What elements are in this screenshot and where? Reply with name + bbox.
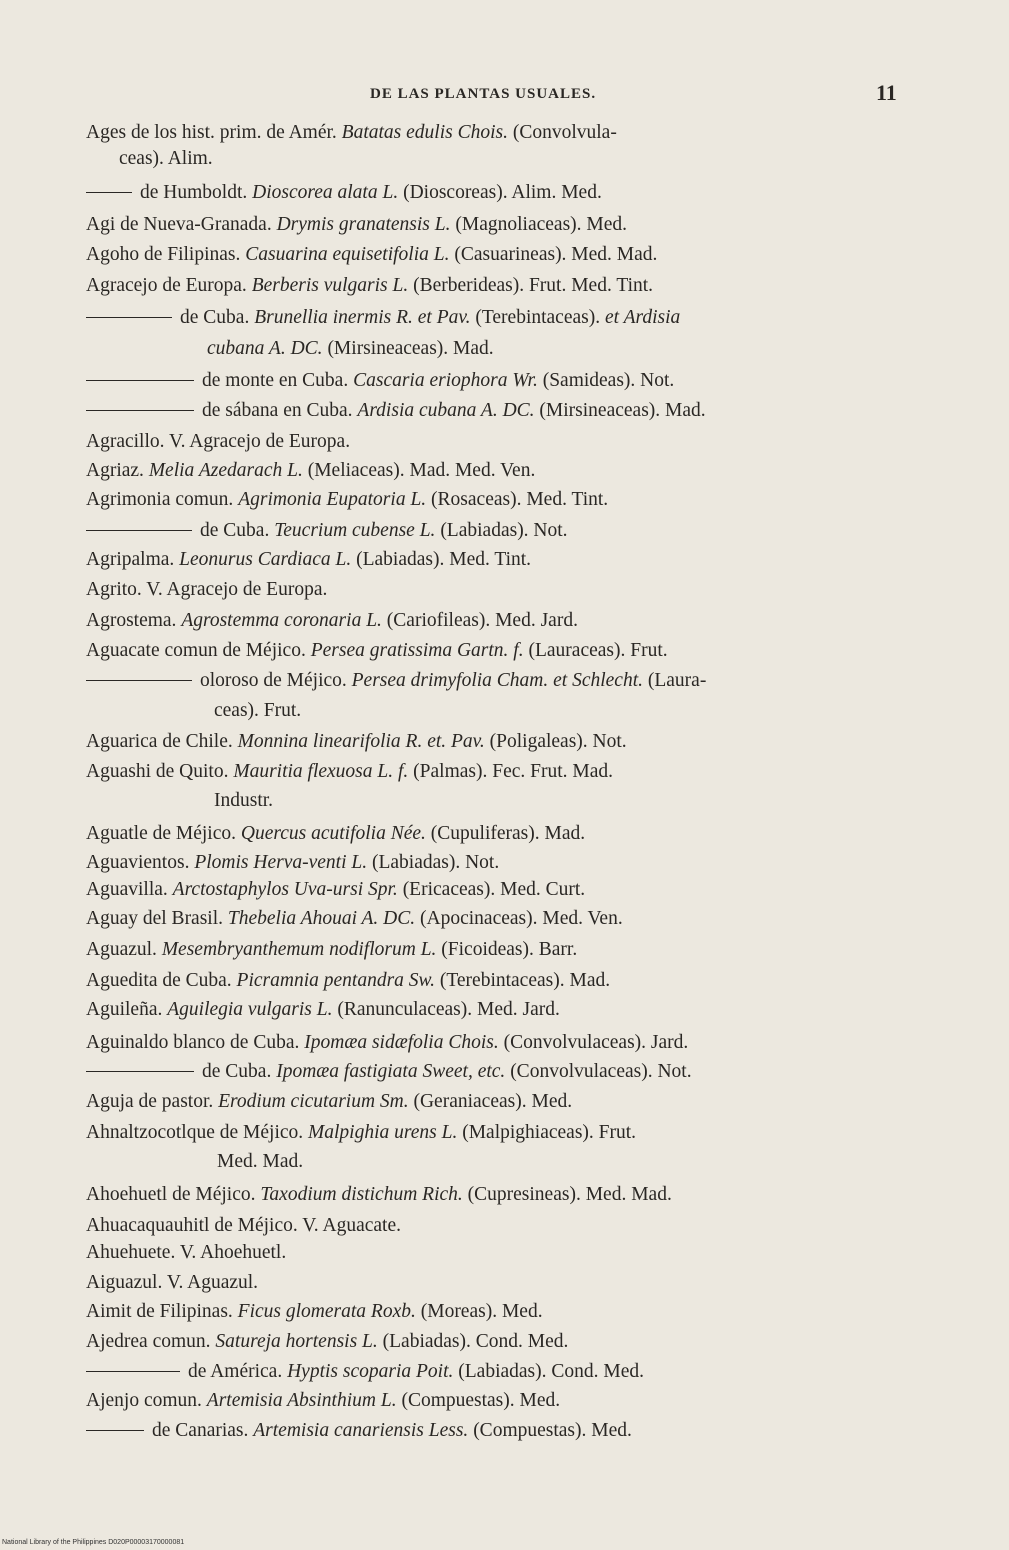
scientific-name: Ficus glomerata Roxb. xyxy=(237,1301,416,1322)
common-name: Aiguazul. V. Aguazul. xyxy=(86,1272,259,1293)
scientific-name: Ipomæa fastigiata Sweet, etc. xyxy=(276,1061,506,1082)
common-name: de Cuba. xyxy=(200,520,270,541)
scientific-name: Melia Azedarach L. xyxy=(148,460,303,481)
common-name: Aguazul. xyxy=(86,939,157,960)
scientific-name: Mesembryanthemum nodiflorum L. xyxy=(161,939,437,960)
continuation-line xyxy=(119,146,213,172)
sub-entry-line xyxy=(86,1359,644,1385)
family-and-uses: (Cariofileas). Med. Jard. xyxy=(386,610,578,631)
scientific-name: Monnina linearifolia R. et. Pav. xyxy=(237,731,485,752)
common-name: Ahnaltzocotlque de Méjico. xyxy=(86,1122,304,1143)
common-name: Ahuacaquauhitl de Méjico. V. Aguacate. xyxy=(86,1215,401,1236)
common-name: Aguedita de Cuba. xyxy=(86,970,232,991)
sub-entry-line xyxy=(86,398,706,424)
entry-line xyxy=(86,729,627,755)
family-and-uses: (Convolvulaceas). Jard. xyxy=(503,1032,689,1053)
entry-line xyxy=(86,1329,568,1355)
scientific-name: Erodium cicutarium Sm. xyxy=(218,1091,409,1112)
entry-line xyxy=(86,1388,560,1414)
family-and-uses: (Berberideas). Frut. Med. Tint. xyxy=(413,275,654,296)
family-and-uses: (Lauraceas). Frut. xyxy=(528,640,668,661)
page-number: 11 xyxy=(876,80,897,105)
family-and-uses: Med. Mad. xyxy=(217,1151,304,1172)
common-name: Aguay del Brasil. xyxy=(86,908,224,929)
entry-line xyxy=(86,458,535,484)
scientific-name: Dioscorea alata L. xyxy=(252,182,399,203)
scientific-name: Plomis Herva-venti L. xyxy=(194,852,368,873)
entry-line xyxy=(86,1120,636,1146)
entry-line xyxy=(86,429,350,455)
family-and-uses: (Ranunculaceas). Med. Jard. xyxy=(337,999,560,1020)
family-and-uses: (Magnoliaceas). Med. xyxy=(455,214,628,235)
continuation-line xyxy=(214,698,301,724)
common-name: Aguatle de Méjico. xyxy=(86,823,236,844)
common-name: Agoho de Filipinas. xyxy=(86,244,241,265)
sub-entry-line xyxy=(86,305,680,331)
common-name: Agriaz. xyxy=(86,460,144,481)
family-and-uses: (Meliaceas). Mad. Med. Ven. xyxy=(307,460,536,481)
family-and-uses: (Samideas). Not. xyxy=(542,370,675,391)
family-and-uses: (Labiadas). Cond. Med. xyxy=(382,1331,569,1352)
scientific-name: Berberis vulgaris L. xyxy=(251,275,409,296)
entry-line xyxy=(86,968,610,994)
entry-line xyxy=(86,877,585,903)
scientific-name: Malpighia urens L. xyxy=(308,1122,458,1143)
common-name: de América. xyxy=(188,1361,283,1382)
scientific-name: Persea drimyfolia Cham. et Schlecht. xyxy=(351,670,643,691)
common-name: de Cuba. xyxy=(180,307,250,328)
common-name: Agracillo. V. Agracejo de Europa. xyxy=(86,431,351,452)
family-and-uses: (Mirsineaceas). Mad. xyxy=(327,338,494,359)
continuation-line xyxy=(214,788,273,814)
family-and-uses: (Rosaceas). Med. Tint. xyxy=(431,489,609,510)
entry-line xyxy=(86,242,657,268)
family-and-uses: Industr. xyxy=(214,790,274,811)
ditto-dash xyxy=(86,1071,194,1072)
sub-entry-line xyxy=(86,518,568,544)
entry-line xyxy=(86,1089,572,1115)
sub-entry-line xyxy=(86,1418,632,1444)
common-name: Ajedrea comun. xyxy=(86,1331,211,1352)
family-and-uses: (Poligaleas). Not. xyxy=(489,731,627,752)
scientific-name: Brunellia inermis R. et Pav. xyxy=(254,307,471,328)
family-and-uses: (Malpighiaceas). Frut. xyxy=(462,1122,637,1143)
continuation-line xyxy=(217,1149,303,1175)
family-and-uses: (Compuestas). Med. xyxy=(401,1390,561,1411)
scientific-name: Artemisia Absinthium L. xyxy=(206,1390,397,1411)
scientific-name: Mauritia flexuosa L. f. xyxy=(233,761,409,782)
scientific-name: cubana A. DC. xyxy=(207,338,323,359)
common-name: de monte en Cuba. xyxy=(202,370,349,391)
common-name: oloroso de Méjico. xyxy=(200,670,347,691)
ditto-dash xyxy=(86,317,172,318)
family-and-uses: (Labiadas). Not. xyxy=(371,852,500,873)
scientific-name: Ipomæa sidæfolia Chois. xyxy=(304,1032,499,1053)
ditto-dash xyxy=(86,192,132,193)
ditto-dash xyxy=(86,380,194,381)
entry-line xyxy=(86,547,531,573)
family-and-uses: (Compuestas). Med. xyxy=(473,1420,632,1441)
page-header xyxy=(0,82,1009,108)
family-and-uses: (Laura- xyxy=(647,670,707,691)
common-name: Aguashi de Quito. xyxy=(86,761,229,782)
scientific-name: Taxodium distichum Rich. xyxy=(260,1184,463,1205)
family-and-uses: (Casuarineas). Med. Mad. xyxy=(454,244,658,265)
entry-line xyxy=(86,212,627,238)
family-and-uses: (Cupresineas). Med. Mad. xyxy=(467,1184,672,1205)
common-name: Ahoehuetl de Méjico. xyxy=(86,1184,256,1205)
family-and-uses: (Mirsineaceas). Mad. xyxy=(539,400,706,421)
common-name: Aguja de pastor. xyxy=(86,1091,214,1112)
scientific-name: Picramnia pentandra Sw. xyxy=(236,970,435,991)
family-and-uses: (Labiadas). Not. xyxy=(440,520,568,541)
scientific-name: Agrostemma coronaria L. xyxy=(181,610,382,631)
continuation-line xyxy=(207,336,494,362)
common-name: Ajenjo comun. xyxy=(86,1390,202,1411)
entry-line xyxy=(86,1213,401,1239)
scientific-name: Persea gratissima Gartn. f. xyxy=(310,640,524,661)
common-name: Ahuehuete. V. Ahoehuetl. xyxy=(86,1242,287,1263)
entry-line xyxy=(86,997,560,1023)
scientific-name: Drymis granatensis L. xyxy=(276,214,451,235)
scientific-name: Teucrium cubense L. xyxy=(274,520,436,541)
entry-line xyxy=(86,487,608,513)
common-name: Aimit de Filipinas. xyxy=(86,1301,233,1322)
family-and-uses: ceas). Alim. xyxy=(119,148,213,169)
common-name: de sábana en Cuba. xyxy=(202,400,353,421)
scientific-name: Agrimonia Eupatoria L. xyxy=(238,489,427,510)
family-and-uses: ceas). Frut. xyxy=(214,700,302,721)
sub-entry-line xyxy=(86,668,706,694)
sub-entry-line xyxy=(86,180,602,206)
common-name: Agripalma. xyxy=(86,549,175,570)
family-and-uses: (Cupuliferas). Mad. xyxy=(430,823,586,844)
family-and-uses: (Dioscoreas). Alim. Med. xyxy=(403,182,602,203)
scientific-name: Ardisia cubana A. DC. xyxy=(357,400,535,421)
scientific-name: Satureja hortensis L. xyxy=(215,1331,378,1352)
entry-line xyxy=(86,120,617,146)
entry-line xyxy=(86,608,578,634)
scientific-name: Hyptis scoparia Poit. xyxy=(287,1361,454,1382)
scientific-name: Cascaria eriophora Wr. xyxy=(353,370,538,391)
common-name: Agrimonia comun. xyxy=(86,489,234,510)
common-name: Aguavientos. xyxy=(86,852,190,873)
entry-line xyxy=(86,577,327,603)
family-and-uses: (Convolvulaceas). Not. xyxy=(510,1061,692,1082)
entry-line xyxy=(86,1270,258,1296)
entry-line xyxy=(86,1182,672,1208)
entry-line xyxy=(86,1030,688,1056)
common-name: de Cuba. xyxy=(202,1061,272,1082)
sub-entry-line xyxy=(86,1059,692,1085)
entry-line xyxy=(86,850,499,876)
entry-line xyxy=(86,1240,286,1266)
family-and-uses: (Moreas). Med. xyxy=(420,1301,543,1322)
common-name: Agrito. V. Agracejo de Europa. xyxy=(86,579,328,600)
ditto-dash xyxy=(86,530,192,531)
entry-line xyxy=(86,638,668,664)
ditto-dash xyxy=(86,680,192,681)
family-and-uses: (Terebintaceas). Mad. xyxy=(439,970,611,991)
entry-line xyxy=(86,273,653,299)
common-name: Agi de Nueva-Granada. xyxy=(86,214,272,235)
running-title: DE LAS PLANTAS USUALES. xyxy=(370,86,597,102)
entry-line xyxy=(86,821,585,847)
common-name: de Canarias. xyxy=(152,1420,249,1441)
common-name: Aguarica de Chile. xyxy=(86,731,233,752)
scientific-name: Quercus acutifolia Née. xyxy=(240,823,426,844)
ditto-dash xyxy=(86,410,194,411)
common-name: Aguacate comun de Méjico. xyxy=(86,640,306,661)
common-name: Aguinaldo blanco de Cuba. xyxy=(86,1032,300,1053)
entry-line xyxy=(86,937,577,963)
ditto-dash xyxy=(86,1430,144,1431)
scientific-name: et Ardisia xyxy=(604,307,681,328)
common-name: Agrostema. xyxy=(86,610,177,631)
sub-entry-line xyxy=(86,368,674,394)
entry-line xyxy=(86,906,623,932)
scientific-name: Leonurus Cardiaca L. xyxy=(179,549,352,570)
scientific-name: Aguilegia vulgaris L. xyxy=(167,999,333,1020)
scientific-name: Arctostaphylos Uva-ursi Spr. xyxy=(172,879,398,900)
scientific-name: Artemisia canariensis Less. xyxy=(253,1420,469,1441)
family-and-uses: (Apocinaceas). Med. Ven. xyxy=(420,908,623,929)
scientific-name: Batatas edulis Chois. xyxy=(341,122,508,143)
family-and-uses: (Ficoideas). Barr. xyxy=(441,939,578,960)
ditto-dash xyxy=(86,1371,180,1372)
common-name: Ages de los hist. prim. de Amér. xyxy=(86,122,337,143)
family-and-uses: (Convolvula- xyxy=(512,122,617,143)
family-and-uses: (Labiadas). Med. Tint. xyxy=(356,549,532,570)
family-and-uses: (Ericaceas). Med. Curt. xyxy=(402,879,586,900)
family-and-uses: (Labiadas). Cond. Med. xyxy=(458,1361,645,1382)
scan-footer: National Library of the Philippines D020P00003170000081 xyxy=(2,1539,185,1546)
family-and-uses: (Terebintaceas). xyxy=(475,307,601,328)
common-name: Aguavilla. xyxy=(86,879,168,900)
common-name: Agracejo de Europa. xyxy=(86,275,247,296)
scientific-name: Thebelia Ahouai A. DC. xyxy=(227,908,416,929)
common-name: Aguileña. xyxy=(86,999,163,1020)
entry-line xyxy=(86,759,613,785)
family-and-uses: (Geraniaceas). Med. xyxy=(413,1091,573,1112)
family-and-uses: (Palmas). Fec. Frut. Mad. xyxy=(413,761,614,782)
entry-line xyxy=(86,1299,543,1325)
scientific-name: Casuarina equisetifolia L. xyxy=(245,244,450,265)
common-name: de Humboldt. xyxy=(140,182,248,203)
